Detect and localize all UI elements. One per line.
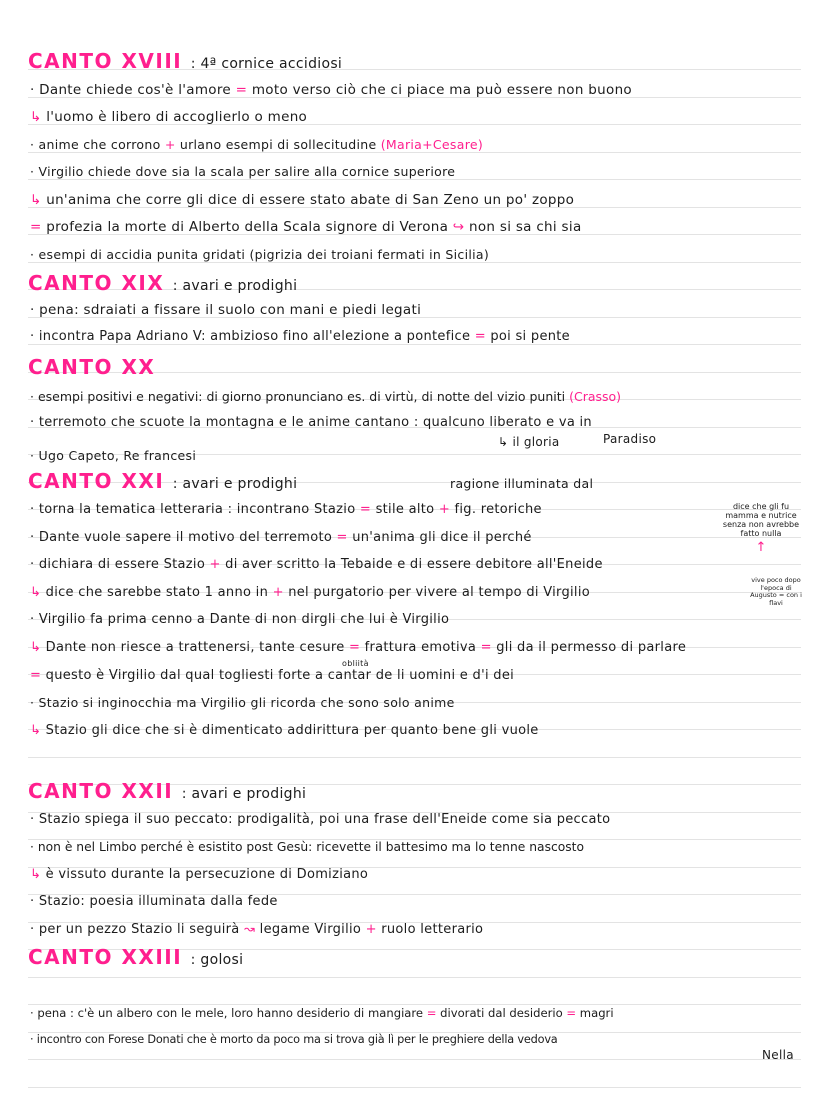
plus-sign: + <box>209 557 221 572</box>
text: · incontra Papa Adriano V: ambizioso fino all'elezione a pontefice <box>30 329 471 344</box>
text: magri <box>579 1006 614 1020</box>
canto-22-subtitle: : avari e prodighi <box>181 786 307 802</box>
canto-20-heading <box>28 356 155 378</box>
equals-sign: = <box>566 1006 577 1020</box>
canto-21-line-3 <box>30 556 603 574</box>
highlight-text: (Crasso) <box>569 389 622 404</box>
text: un'anima gli dice il perché <box>352 530 532 545</box>
canto-21-side-note-2: vive poco dopo l'epoca di Augusto = con i flavi <box>750 576 802 607</box>
text: · esempi positivi e negativi: di giorno pronunciano es. di virtù, di notte del vizio puniti <box>30 389 566 404</box>
text: divorati dal desiderio <box>440 1006 563 1020</box>
canto-18-line-4 <box>30 163 455 181</box>
canto-18-line-1 <box>30 81 632 99</box>
canto-22-line-1 <box>30 811 610 829</box>
canto-23-title: CANTO XXIII <box>28 945 183 969</box>
text: · pena: sdraiati a fissare il suolo con mani e piedi legati <box>30 302 422 318</box>
text: ruolo letterario <box>381 922 484 937</box>
canto-18-line-2 <box>30 108 307 126</box>
text: profezia la morte di Alberto della Scala signore di Verona <box>46 219 449 235</box>
text: · terremoto che scuote la montagna e le anime cantano : qualcuno liberato e va in <box>30 415 592 430</box>
text: · anime che corrono <box>30 137 161 152</box>
arrow-icon: ↳ <box>30 640 42 655</box>
canto-23-line-1 <box>30 1004 614 1022</box>
canto-18-line-7 <box>30 246 489 264</box>
rule-line <box>28 757 801 758</box>
canto-22-line-2 <box>30 838 584 856</box>
text: di aver scritto la Tebaide e di essere debitore all'Eneide <box>225 557 603 572</box>
plus-sign: + <box>164 137 176 152</box>
text: · per un pezzo Stazio li seguirà <box>30 922 240 937</box>
text: · Stazio: poesia illuminata dalla fede <box>30 894 278 909</box>
canto-21-line-6 <box>30 639 686 657</box>
text: Stazio gli dice che si è dimenticato addirittura per quanto bene gli vuole <box>45 723 539 738</box>
rule-line <box>28 977 801 978</box>
text: · esempi di accidia punita gridati (pigrizia dei troiani fermati in Sicilia) <box>30 247 490 262</box>
canto-21-line-2 <box>30 529 532 547</box>
canto-20-note-paradiso: Paradiso <box>603 432 657 446</box>
text: · torna la tematica letteraria : incontrano Stazio <box>30 502 356 517</box>
canto-20-line-3 <box>30 447 196 465</box>
text: · Ugo Capeto, Re francesi <box>30 448 197 463</box>
canto-23-subtitle: : golosi <box>190 952 244 968</box>
canto-19-title: CANTO XIX <box>28 271 165 295</box>
arrow-icon: ↳ <box>30 192 42 208</box>
text: un'anima che corre gli dice di essere stato abate di San Zeno un po' zoppo <box>46 192 575 208</box>
plus-sign: + <box>365 922 377 937</box>
curved-arrow-icon: ↪ <box>452 219 465 235</box>
text: poi si pente <box>490 329 570 344</box>
text: urlano esempi di sollecitudine <box>179 137 377 152</box>
canto-21-line-5 <box>30 611 449 629</box>
canto-18-subtitle: : 4ª cornice accidiosi <box>190 56 343 72</box>
text: non si sa chi sia <box>469 219 582 235</box>
text: · Stazio si inginocchia ma Virgilio gli ricorda che sono solo anime <box>30 695 455 710</box>
equals-sign: = <box>426 1006 437 1020</box>
up-arrow-icon: ↑ <box>755 540 767 555</box>
plus-sign: + <box>438 502 451 517</box>
text: gli da il permesso di parlare <box>496 640 687 655</box>
text: dice che sarebbe stato 1 anno in <box>45 585 269 600</box>
canto-18-line-3 <box>30 136 483 154</box>
canto-21-title: CANTO XXI <box>28 469 165 493</box>
text: · Dante chiede cos'è l'amore <box>30 82 232 98</box>
canto-21-line-1 <box>30 501 542 519</box>
canto-21-line-9 <box>30 722 539 740</box>
arrow-icon: ↳ <box>30 585 42 600</box>
text: frattura emotiva <box>364 640 477 655</box>
plus-sign: + <box>422 137 433 152</box>
canto-19-line-1 <box>30 301 421 319</box>
text: nel purgatorio per vivere al tempo di Virgilio <box>288 585 591 600</box>
canto-19-subtitle: : avari e prodighi <box>172 278 298 294</box>
arrow-icon: ↳ <box>30 109 42 125</box>
canto-20-title: CANTO XX <box>28 355 156 379</box>
canto-18-title: CANTO XVIII <box>28 49 183 73</box>
canto-20-line-1 <box>30 388 621 406</box>
rule-line <box>28 1059 801 1060</box>
equals-sign: = <box>474 329 486 344</box>
equals-sign: = <box>30 219 42 235</box>
arrow-icon: ↳ <box>30 723 42 738</box>
canto-21-line-4 <box>30 584 590 602</box>
canto-21-note-obliita: obliità <box>342 659 369 668</box>
canto-22-line-5 <box>30 921 483 939</box>
equals-sign: = <box>336 530 348 545</box>
canto-21-heading <box>28 470 297 495</box>
canto-19-line-2 <box>30 328 570 346</box>
canto-20-line-2 <box>30 414 592 432</box>
highlight-text: (Maria <box>380 137 423 152</box>
equals-sign: = <box>348 640 361 655</box>
canto-21-side-note-1: dice che gli fu mamma e nutrice senza non avrebbe fatto nulla <box>722 502 800 538</box>
highlight-text: Cesare) <box>432 137 484 152</box>
canto-18-line-6 <box>30 218 582 236</box>
equals-sign: = <box>359 502 372 517</box>
canto-22-heading <box>28 780 306 805</box>
canto-20-note-gloria: ↳ il gloria <box>498 435 560 449</box>
squiggle-arrow-icon: ↝ <box>244 922 256 937</box>
canto-23-heading <box>28 946 243 971</box>
equals-sign: = <box>235 82 248 98</box>
equals-sign: = <box>30 668 42 683</box>
text: è vissuto durante la persecuzione di Domiziano <box>45 867 369 882</box>
canto-18-heading <box>28 50 342 75</box>
text: · incontro con Forese Donati che è morto da poco ma si trova già lì per le preghiere della vedova <box>30 1033 558 1046</box>
canto-23-line-2 <box>30 1031 558 1049</box>
equals-sign: = <box>480 640 492 655</box>
text: moto verso ciò che ci piace ma può essere non buono <box>251 82 632 98</box>
text: · Virgilio fa prima cenno a Dante di non dirgli che lui è Virgilio <box>30 612 450 627</box>
text: · non è nel Limbo perché è esistito post Gesù: ricevette il battesimo ma lo tenne nascosto <box>30 840 585 854</box>
text: Dante non riesce a trattenersi, tante cesure <box>45 640 345 655</box>
canto-23-note-nella: Nella <box>762 1048 794 1062</box>
plus-sign: + <box>272 585 284 600</box>
canto-21-line-7 <box>30 667 514 685</box>
text: stile alto <box>375 502 435 517</box>
text: · pena : c'è un albero con le mele, loro hanno desiderio di mangiare <box>30 1006 424 1020</box>
text: · dichiara di essere Stazio <box>30 557 206 572</box>
canto-21-line-8 <box>30 694 455 712</box>
canto-21-top-note: ragione illuminata dal <box>450 476 594 491</box>
text: legame Virgilio <box>259 922 362 937</box>
canto-18-line-5 <box>30 191 574 209</box>
text: · Stazio spiega il suo peccato: prodigalità, poi una frase dell'Eneide come sia peccato <box>30 812 611 827</box>
rule-line <box>28 1087 801 1088</box>
canto-21-subtitle: : avari e prodighi <box>172 476 298 492</box>
text: l'uomo è libero di accoglierlo o meno <box>46 109 308 125</box>
text: fig. retoriche <box>454 502 542 517</box>
arrow-icon: ↳ <box>30 867 42 882</box>
canto-22-line-4 <box>30 893 278 911</box>
canto-22-title: CANTO XXII <box>28 779 174 803</box>
canto-22-line-3 <box>30 866 368 884</box>
text: · Dante vuole sapere il motivo del terremoto <box>30 530 333 545</box>
text: questo è Virgilio dal qual togliesti forte a cantar de li uomini e d'i dei <box>45 668 515 683</box>
canto-19-heading <box>28 272 297 297</box>
text: · Virgilio chiede dove sia la scala per salire alla cornice superiore <box>30 164 456 179</box>
